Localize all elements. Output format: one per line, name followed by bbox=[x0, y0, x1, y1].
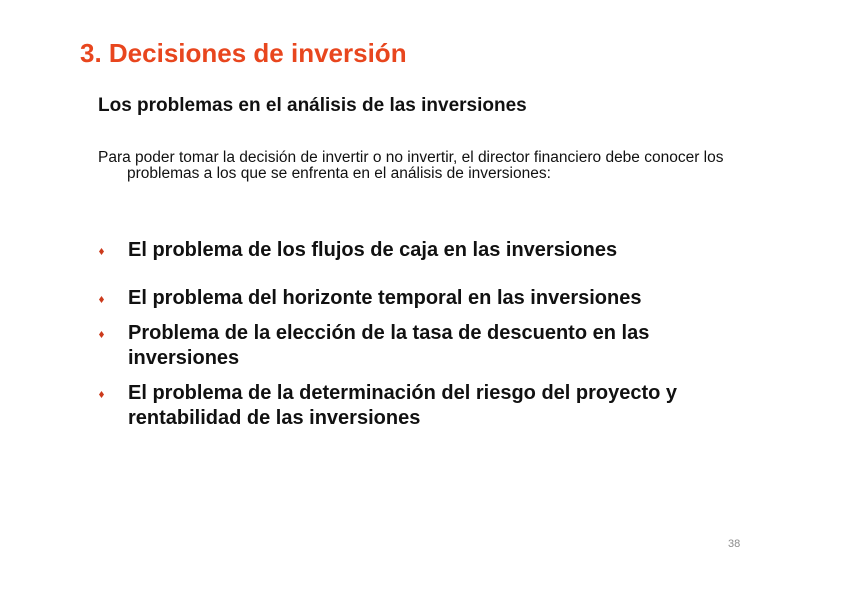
bullet-text: Problema de la elección de la tasa de descuento en las inversiones bbox=[128, 322, 650, 369]
bullet-text: El problema de los flujos de caja en las inversiones bbox=[128, 239, 618, 261]
bullet-text: El problema de la determinación del riesgo del proyecto y rentabilidad de las inversiones bbox=[128, 382, 678, 429]
list-item bbox=[99, 381, 739, 431]
list-item bbox=[99, 286, 739, 311]
bullet-diamond-icon bbox=[99, 391, 104, 398]
bullet-diamond-icon bbox=[99, 331, 104, 338]
list-item bbox=[99, 321, 739, 371]
slide-subtitle: Los problemas en el análisis de las inversiones bbox=[98, 95, 527, 116]
bullet-list bbox=[99, 238, 739, 431]
intro-paragraph: Para poder tomar la decisión de invertir o no invertir, el director financiero debe conocer los problemas a los que se enfrenta en el análisis de inversiones: bbox=[98, 149, 724, 182]
page-number: 38 bbox=[728, 538, 741, 550]
bullet-diamond-icon bbox=[99, 248, 104, 255]
bullet-diamond-icon bbox=[99, 296, 104, 303]
list-item bbox=[99, 238, 739, 263]
bullet-text: El problema del horizonte temporal en las inversiones bbox=[128, 287, 642, 309]
slide-title: 3. Decisiones de inversión bbox=[80, 38, 407, 68]
